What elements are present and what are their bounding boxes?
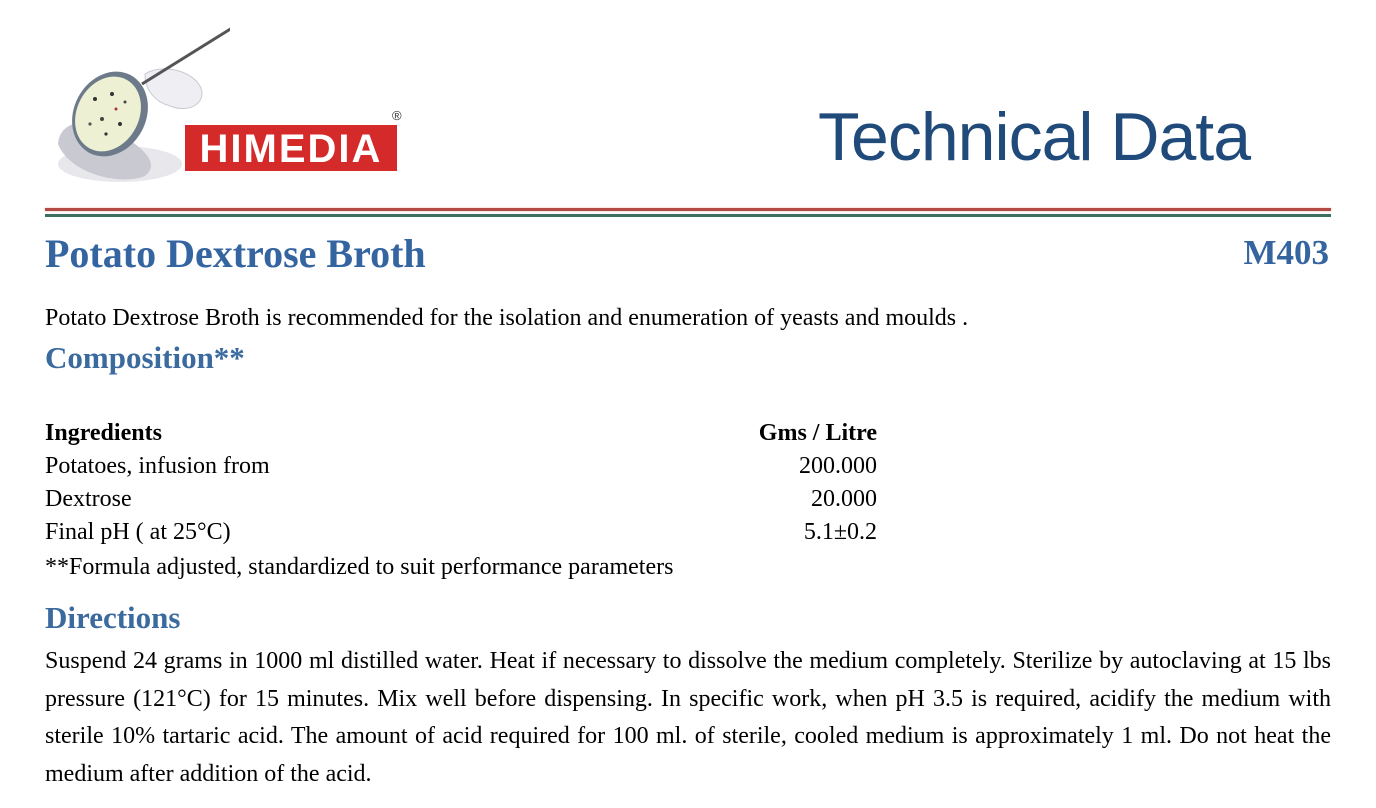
directions-heading: Directions	[45, 600, 181, 635]
registered-mark: ®	[392, 108, 402, 123]
ingredient-value: 20.000	[811, 486, 877, 512]
composition-footnote: **Formula adjusted, standardized to suit performance parameters	[45, 554, 674, 580]
ingredient-name: Dextrose	[45, 486, 132, 512]
product-code: M403	[1243, 233, 1329, 272]
product-intro: Potato Dextrose Broth is recommended for the isolation and enumeration of yeasts and moulds .	[45, 305, 969, 331]
table-row	[45, 485, 877, 518]
brand-badge	[185, 125, 397, 171]
table-row	[45, 518, 877, 551]
composition-heading: Composition**	[45, 340, 245, 375]
column-header-ingredients: Ingredients	[45, 420, 162, 446]
composition-table	[45, 419, 877, 551]
product-title: Potato Dextrose Broth	[45, 231, 426, 276]
table-row	[45, 452, 877, 485]
header-rule-green	[45, 214, 1331, 217]
ingredient-name: Potatoes, infusion from	[45, 453, 270, 479]
himedia-logo	[50, 24, 410, 186]
table-header-row	[45, 419, 877, 452]
directions-text: Suspend 24 grams in 1000 ml distilled water. Heat if necessary to dissolve the medium completely. Sterilize by autoclaving at 15 lbs pressure (121°C) for 15 minutes. Mix well before dispensing. In specific work, when pH 3.5 is required, acidify the medium with sterile 10% tartaric acid. The amount of acid required for 100 ml. of sterile, cooled medium is approximately 1 ml. Do not heat the medium after addition of the acid.	[45, 648, 1331, 787]
document-type-title: Technical Data	[818, 99, 1251, 175]
ingredient-value: 200.000	[799, 453, 877, 479]
brand-name: HIMEDIA	[199, 127, 383, 171]
column-header-gms-litre: Gms / Litre	[758, 420, 877, 446]
ingredient-value: 5.1±0.2	[803, 519, 877, 545]
header-rule-red	[45, 208, 1331, 211]
ingredient-name: Final pH ( at 25°C)	[45, 519, 231, 545]
